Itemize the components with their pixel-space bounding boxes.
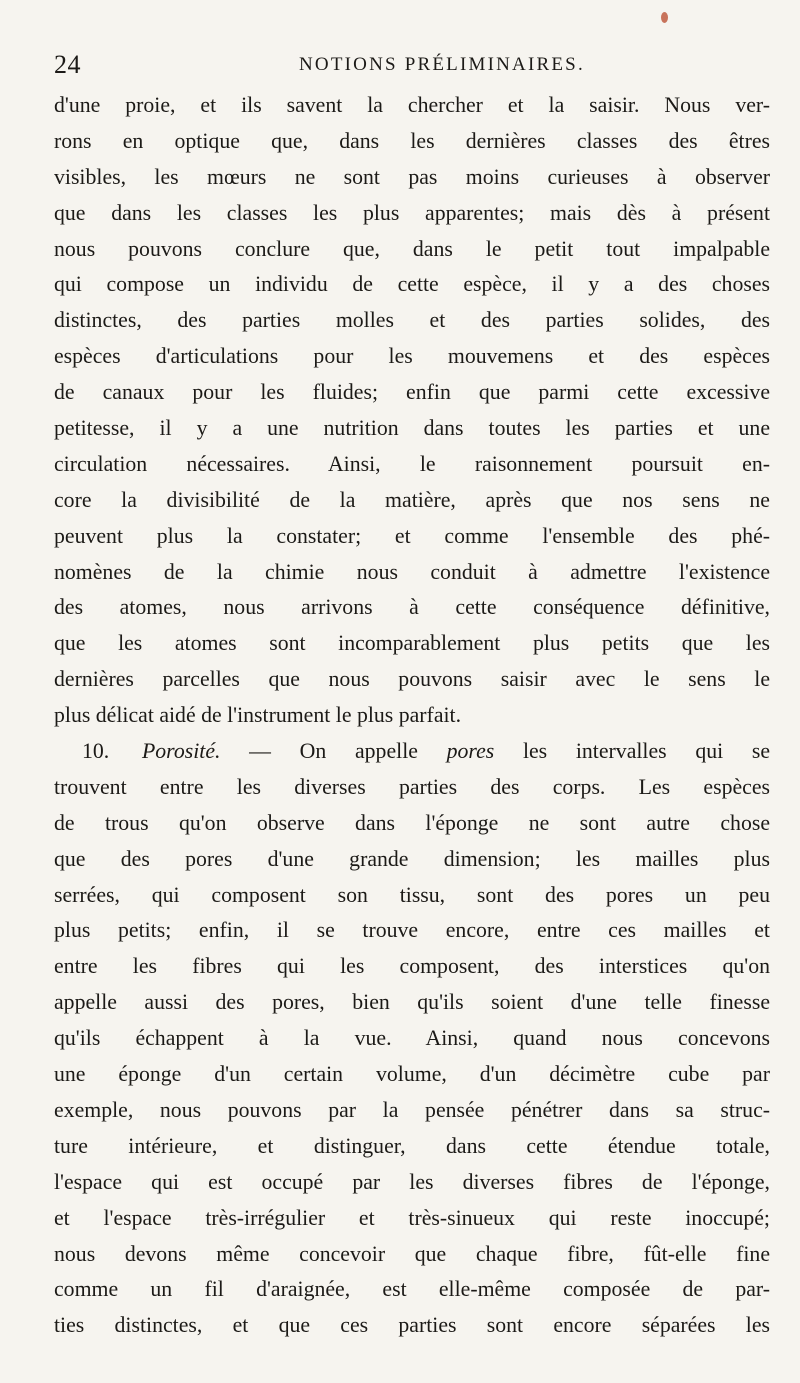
text-line: une éponge d'un certain volume, d'un décimètre cube par	[54, 1062, 770, 1087]
text-line: qui compose un individu de cette espèce, il y a des choses	[54, 272, 770, 297]
text-line: ties distinctes, et que ces parties sont encore séparées les	[54, 1313, 770, 1338]
text-line: rons en optique que, dans les dernières classes des êtres	[54, 128, 770, 153]
text-line: trouvent entre les diverses parties des corps. Les espèces	[54, 774, 770, 799]
text-line: entre les fibres qui les composent, des interstices qu'on	[54, 954, 770, 979]
section-number: 10.	[82, 739, 110, 764]
text-line: qu'ils échappent à la vue. Ainsi, quand nous concevons	[54, 1026, 770, 1051]
text-line: ture intérieure, et distinguer, dans cette étendue totale,	[54, 1133, 770, 1158]
text-line: dernières parcelles que nous pouvons saisir avec le sens le	[54, 667, 770, 692]
text-line: l'espace qui est occupé par les diverses fibres de l'éponge,	[54, 1169, 770, 1194]
text-line: appelle aussi des pores, bien qu'ils soient d'une telle finesse	[54, 990, 770, 1015]
text-line: plus délicat aidé de l'instrument le plus parfait.	[54, 703, 462, 728]
running-title: NOTIONS PRÉLIMINAIRES.	[299, 54, 585, 75]
text-line: que dans les classes les plus apparentes; mais dès à présent	[54, 200, 770, 225]
text-line: et l'espace très-irrégulier et très-sinueux qui reste inoccupé;	[54, 1205, 770, 1230]
text-line: comme un fil d'araignée, est elle-même composée de par-	[54, 1277, 770, 1302]
ink-stain-mark	[661, 12, 668, 23]
text-line: plus petits; enfin, il se trouve encore, entre ces mailles et	[54, 918, 770, 943]
text-line: que des pores d'une grande dimension; les mailles plus	[54, 846, 770, 871]
section-dash: — On appelle	[249, 739, 447, 764]
text-line: exemple, nous pouvons par la pensée pénétrer dans sa struc-	[54, 1097, 770, 1122]
text-line: distinctes, des parties molles et des parties solides, des	[54, 308, 770, 333]
text-line: des atomes, nous arrivons à cette conséquence définitive,	[54, 595, 770, 620]
section-term: pores	[446, 739, 495, 764]
text-line: serrées, qui composent son tissu, sont des pores un peu	[54, 882, 770, 907]
text-line: de canaux pour les fluides; enfin que parmi cette excessive	[54, 380, 770, 405]
section-title: Porosité.	[141, 739, 221, 764]
text-line: nomènes de la chimie nous conduit à admettre l'existence	[54, 559, 770, 584]
text-line: de trous qu'on observe dans l'éponge ne sont autre chose	[54, 810, 770, 835]
text-line: petitesse, il y a une nutrition dans toutes les parties et une	[54, 416, 770, 441]
page-number: 24	[54, 50, 81, 79]
section-heading-line	[54, 734, 770, 770]
text-line: espèces d'articulations pour les mouvemens et des espèces	[54, 344, 770, 369]
text-line: nous devons même concevoir que chaque fibre, fût-elle fine	[54, 1241, 770, 1266]
text-line: nous pouvons conclure que, dans le petit tout impalpable	[54, 236, 770, 261]
text-line: core la divisibilité de la matière, après que nos sens ne	[54, 487, 770, 512]
text-line: peuvent plus la constater; et comme l'ensemble des phé-	[54, 523, 770, 548]
text-line: que les atomes sont incomparablement plus petits que les	[54, 631, 770, 656]
paragraph-before	[54, 88, 770, 734]
body-text	[54, 88, 770, 1344]
text-line: d'une proie, et ils savent la chercher et la saisir. Nous ver-	[54, 93, 770, 117]
text-line: circulation nécessaires. Ainsi, le raisonnement poursuit en-	[54, 451, 770, 476]
text-line: visibles, les mœurs ne sont pas moins curieuses à observer	[54, 164, 770, 189]
paragraph-after	[54, 770, 770, 1344]
section-line-rest: les intervalles qui se	[522, 739, 770, 764]
running-head	[54, 50, 754, 80]
